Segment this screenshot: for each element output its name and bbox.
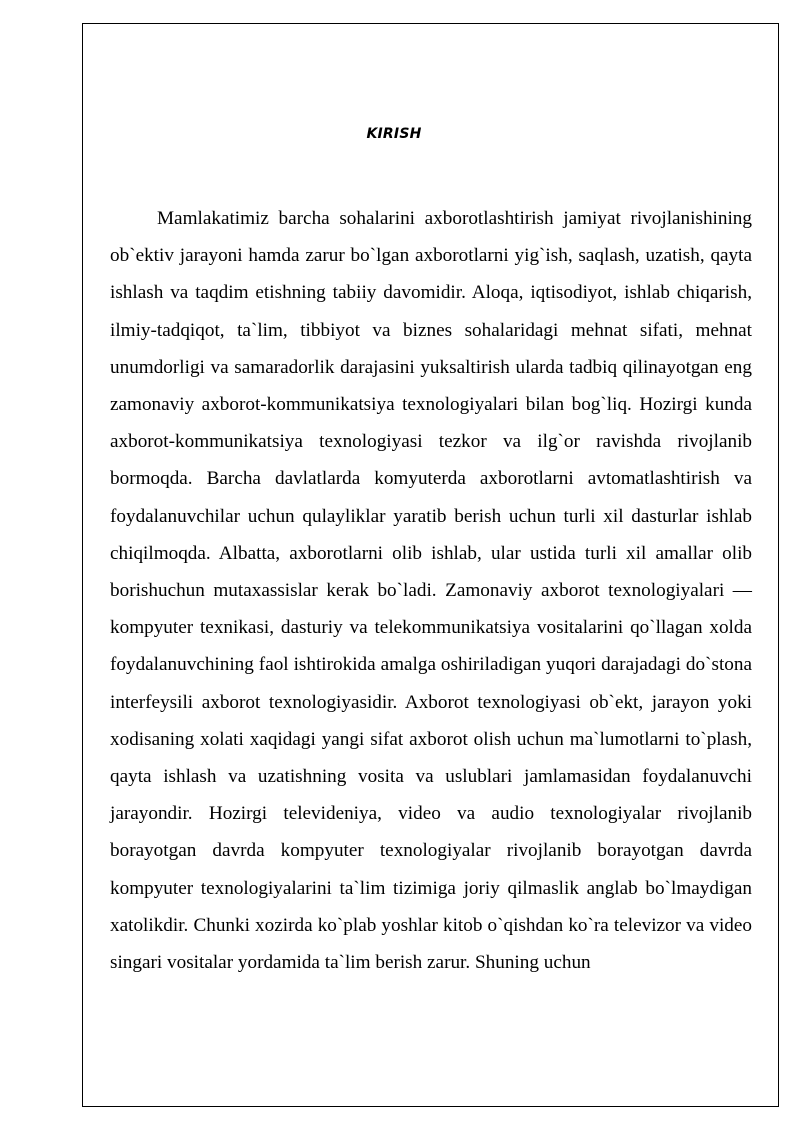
page-title	[0, 126, 800, 142]
page-title-text: KIRISH	[366, 126, 422, 142]
body-paragraph: Mamlakatimiz barcha sohalarini axborotlashtirish jamiyat rivojlanishining ob`ektiv jarayoni hamda zarur bo`lgan axborotlarni yig`ish, saqlash, uzatish, qayta ishlash va taqdim etishning tabiiy davomidir. Aloqa, iqtisodiyot, ishlab chiqarish, ilmiy-tadqiqot, ta`lim, tibbiyot va biznes sohalaridagi mehnat sifati, mehnat unumdorligi va samaradorlik darajasini yuksaltirish ularda tadbiq qilinayotgan eng zamonaviy axborot-kommunikatsiya texnologiyalari bilan bog`liq. Hozirgi kunda axborot-kommunikatsiya texnologiyasi tezkor va ilg`or ravishda rivojlanib bormoqda. Barcha davlatlarda komyuterda axborotlarni avtomatlashtirish va foydalanuvchilar uchun qulayliklar yaratib berish uchun turli xil dasturlar ishlab chiqilmoqda. Albatta, axborotlarni olib ishlab, ular ustida turli xil amallar olib borishuchun mutaxassislar kerak bo`ladi. Zamonaviy axborot texnologiyalari — kompyuter texnikasi, dasturiy va telekommunikatsiya vositalarini qo`llagan xolda foydalanuvchining faol ishtirokida amalga oshiriladigan yuqori darajadagi do`stona interfeysili axborot texnologiyasidir. Axborot texnologiyasi ob`ekt, jarayon yoki xodisaning xolati xaqidagi yangi sifat axborot olish uchun ma`lumotlarni to`plash, qayta ishlash va uzatishning vosita va uslublari jamlamasidan foydalanuvchi jarayondir. Hozirgi televideniya, video va audio texnologiyalar rivojlanib borayotgan davrda kompyuter texnologiyalar rivojlanib borayotgan davrda kompyuter texnologiyalarini ta`lim tizimiga joriy qilmaslik anglab bo`lmaydigan xatolikdir. Chunki xozirda ko`plab yoshlar kitob o`qishdan ko`ra televizor va video singari vositalar yordamida ta`lim berish zarur. Shuning uchun	[110, 208, 752, 974]
